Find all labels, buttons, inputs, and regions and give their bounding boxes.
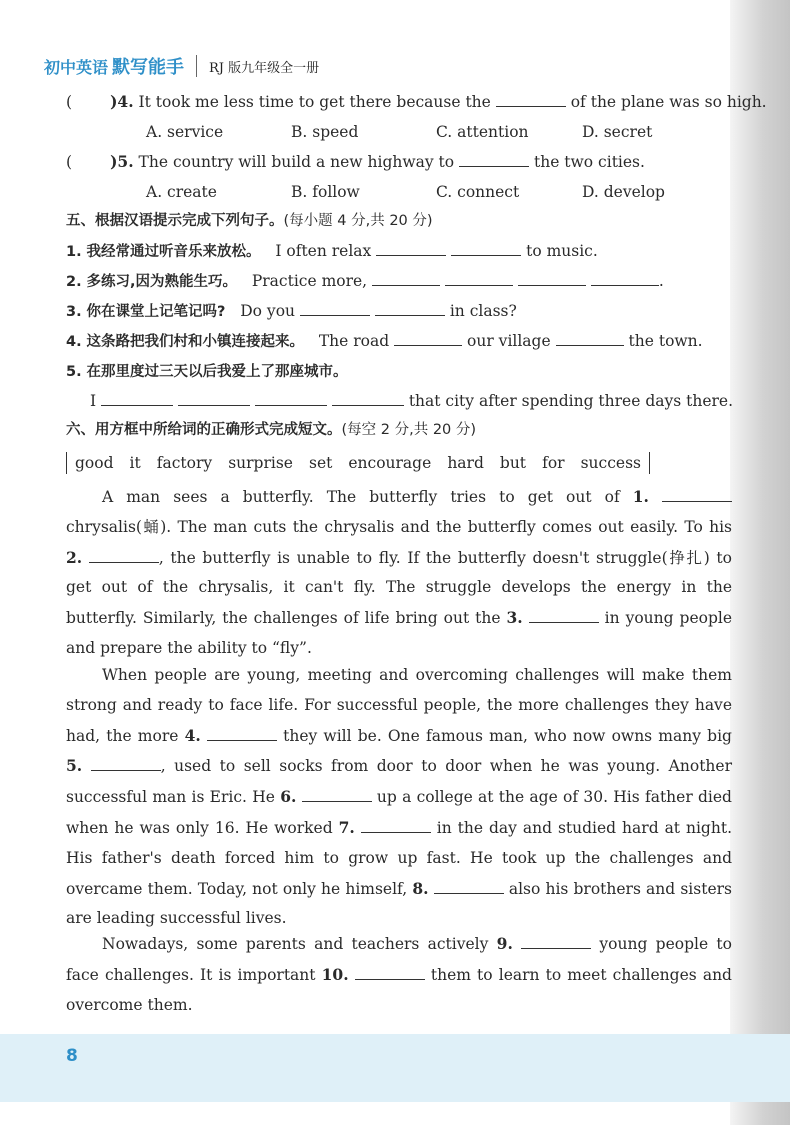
option-b[interactable]: B. follow xyxy=(291,183,360,201)
word-bank-item: set xyxy=(308,454,333,472)
sentence-part: I often relax xyxy=(275,242,372,260)
answer-blank[interactable] xyxy=(300,301,370,316)
question-text: The country will build a new highway to xyxy=(138,153,455,171)
blank-number: 4. xyxy=(184,725,201,745)
answer-blank[interactable] xyxy=(332,391,404,406)
answer-blank[interactable] xyxy=(434,879,504,894)
mc-question-4 xyxy=(66,92,767,112)
option-a[interactable]: A. create xyxy=(146,183,217,201)
option-c[interactable]: C. connect xyxy=(436,183,520,201)
option-a[interactable]: A. service xyxy=(146,123,224,141)
word-bank-item: success xyxy=(580,454,641,472)
sentence-part: that city after spending three days there. xyxy=(408,392,734,410)
translation-item-1 xyxy=(66,241,598,262)
item-number: 3. xyxy=(66,304,82,320)
sentence-part: the town. xyxy=(628,332,703,350)
answer-blank[interactable] xyxy=(529,608,599,623)
sentence-part: Do you xyxy=(240,302,296,320)
question-text: It took me less time to get there because the xyxy=(138,93,491,111)
answer-blank[interactable] xyxy=(91,756,161,771)
question-number: )5. xyxy=(110,152,134,171)
translation-item-5-answer xyxy=(90,391,733,411)
passage-paragraph-2: When people are young, meeting and overcoming challenges will make them strong and ready to face life. For successful people, the more challenges they have had, the more 4. they will be. One famous man, who now owns many big 5. , used to sell socks from door to door when he was young. Another successful man is Eric. He 6. up a college at the age of 30. His father died when he was only 16. He worked 7. in the day and studied hard at night. His father's death forced him to grow up fast. He took up the challenges and overcame them. Today, not only he himself, 8. also his brothers and sisters are leading successful lives. xyxy=(66,666,732,928)
section-5-heading xyxy=(66,211,433,231)
sentence-part: in class? xyxy=(449,302,517,320)
blank-number: 9. xyxy=(496,934,513,953)
answer-blank[interactable] xyxy=(375,301,445,316)
answer-blank[interactable] xyxy=(101,391,173,406)
section-points: (每小题 4 分,共 20 分) xyxy=(283,213,433,229)
translation-item-5 xyxy=(66,361,348,382)
sentence-part: . xyxy=(658,272,664,290)
translation-item-2 xyxy=(66,271,664,292)
header-divider xyxy=(196,55,197,77)
answer-blank[interactable] xyxy=(255,391,327,406)
blank-number: 5. xyxy=(66,756,83,776)
answer-blank[interactable] xyxy=(355,965,425,980)
translation-item-3 xyxy=(66,301,517,322)
answer-blank[interactable] xyxy=(451,241,521,256)
answer-blank[interactable] xyxy=(207,726,277,741)
word-bank-box xyxy=(66,452,650,474)
blank-number: 10. xyxy=(321,964,349,984)
answer-blank[interactable] xyxy=(496,92,566,107)
option-b[interactable]: B. speed xyxy=(291,123,359,141)
word-bank-item: factory xyxy=(156,454,213,472)
answer-blank[interactable] xyxy=(662,487,732,502)
blank-number: 3. xyxy=(506,608,523,628)
option-c[interactable]: C. attention xyxy=(436,123,529,141)
mc-question-5 xyxy=(66,152,645,172)
item-number: 5. xyxy=(66,364,82,380)
answer-blank[interactable] xyxy=(372,271,440,286)
word-bank-item: but xyxy=(499,454,527,472)
blank-number: 2. xyxy=(66,547,83,567)
footer-band xyxy=(0,1034,790,1102)
item-number: 1. xyxy=(66,244,82,260)
passage-paragraph-1: A man sees a butterfly. The butterfly tries to get out of 1. chrysalis(蛹). The man cuts the chrysalis and the butterfly comes out easily. To his 2. , the butterfly is unable to fly. If the butterfly doesn't struggle(挣扎) to get out of the chrysalis, it can't fly. The struggle develops the energy in the butterfly. Similarly, the challenges of life bring out the 3. in young people and prepare the ability to “fly”. xyxy=(66,487,733,657)
word-bank-item: for xyxy=(542,454,565,472)
page-header xyxy=(44,52,319,80)
edition-label: RJ 版九年级全一册 xyxy=(209,60,320,76)
answer-blank[interactable] xyxy=(556,331,624,346)
item-number: 4. xyxy=(66,334,82,350)
answer-blank[interactable] xyxy=(178,391,250,406)
answer-blank[interactable] xyxy=(361,818,431,833)
section-title: 六、用方框中所给词的正确形式完成短文。 xyxy=(66,422,342,438)
answer-blank[interactable] xyxy=(89,548,159,563)
option-d[interactable]: D. develop xyxy=(582,183,665,201)
chinese-prompt: 多练习,因为熟能生巧。 xyxy=(86,274,238,290)
chinese-prompt: 我经常通过听音乐来放松。 xyxy=(86,244,261,260)
answer-blank[interactable] xyxy=(518,271,586,286)
word-bank-item: it xyxy=(129,454,141,472)
passage-paragraph-3: Nowadays, some parents and teachers actively 9. young people to face challenges. It is important 10. them to learn to meet challenges and overcome them. xyxy=(66,934,732,1014)
blank-number: 1. xyxy=(632,487,649,506)
series-title: 初中英语 xyxy=(44,57,109,77)
option-d[interactable]: D. secret xyxy=(582,123,653,141)
blank-number: 6. xyxy=(280,787,297,807)
word-bank-item: good xyxy=(75,454,114,472)
translation-item-4 xyxy=(66,331,703,352)
word-bank-item: surprise xyxy=(228,454,293,472)
section-points: (每空 2 分,共 20 分) xyxy=(341,422,477,438)
blank-number: 7. xyxy=(338,817,355,837)
chinese-prompt: 这条路把我们村和小镇连接起来。 xyxy=(86,334,305,350)
answer-blank[interactable] xyxy=(521,934,591,949)
word-bank-item: encourage xyxy=(348,454,432,472)
word-bank-item: hard xyxy=(447,454,484,472)
answer-paren-open: ( xyxy=(66,93,73,111)
page-edge-shadow xyxy=(730,0,790,1125)
sentence-part: I xyxy=(90,392,97,410)
answer-blank[interactable] xyxy=(445,271,513,286)
answer-blank[interactable] xyxy=(459,152,529,167)
answer-blank[interactable] xyxy=(394,331,462,346)
section-title: 五、根据汉语提示完成下列句子。 xyxy=(66,213,284,229)
question-number: )4. xyxy=(110,92,134,111)
answer-blank[interactable] xyxy=(376,241,446,256)
answer-blank[interactable] xyxy=(591,271,659,286)
series-brand: 默写能手 xyxy=(112,57,185,78)
sentence-part: to music. xyxy=(526,242,598,260)
answer-blank[interactable] xyxy=(302,787,372,802)
question-text-end: the two cities. xyxy=(533,153,645,171)
page-number: 8 xyxy=(66,1046,78,1066)
chinese-prompt: 你在课堂上记笔记吗? xyxy=(86,304,226,320)
answer-paren-open: ( xyxy=(66,153,73,171)
question-text-end: of the plane was so high. xyxy=(570,93,767,111)
chinese-prompt: 在那里度过三天以后我爱上了那座城市。 xyxy=(86,364,348,380)
section-6-heading xyxy=(66,420,476,440)
sentence-part: Practice more, xyxy=(251,272,368,290)
sentence-part: our village xyxy=(467,332,551,350)
blank-number: 8. xyxy=(412,878,429,898)
item-number: 2. xyxy=(66,274,82,290)
sentence-part: The road xyxy=(318,332,390,350)
